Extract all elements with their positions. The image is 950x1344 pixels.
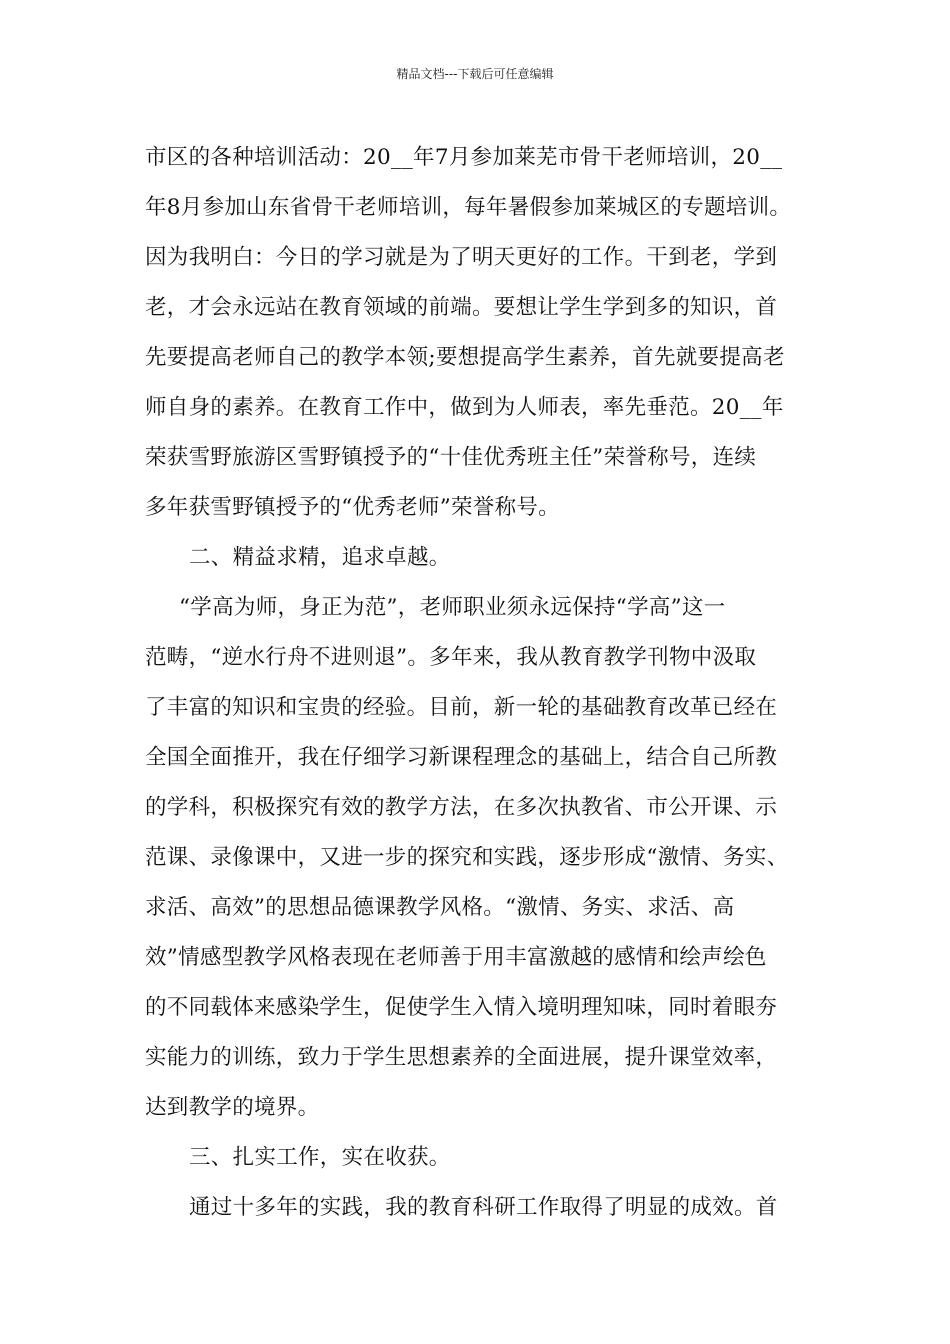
text-line: 师自身的素养。在教育工作中，做到为人师表，率先垂范。20__年 [145, 395, 784, 420]
text-line: 求活、高效”的思想品德课教学风格。“激情、务实、求活、高 [145, 895, 735, 920]
paragraph-training [145, 133, 825, 533]
text-line: 全国全面推开，我在仔细学习新课程理念的基础上，结合自己所教 [145, 745, 778, 770]
text-line: 达到教学的境界。 [145, 1095, 320, 1120]
text-line: 老，才会永远站在教育领域的前端。要想让学生学到多的知识，首 [145, 295, 778, 320]
section-heading-three [145, 1133, 825, 1183]
section-heading-two [145, 533, 825, 583]
document-body [145, 133, 825, 1233]
section-heading: 三、扎实工作，实在收获。 [189, 1145, 451, 1170]
page-header: 精品文档---下载后可任意编辑 [396, 67, 554, 81]
text-line: 范课、录像课中，又进一步的探究和实践，逐步形成“激情、务实、 [145, 845, 789, 870]
text-line: 因为我明白：今日的学习就是为了明天更好的工作。干到老，学到 [145, 245, 778, 270]
section-heading: 二、精益求精，追求卓越。 [189, 545, 451, 570]
text-line: 了丰富的知识和宝贵的经验。目前，新一轮的基础教育改革已经在 [145, 695, 778, 720]
text-line: 多年获雪野镇授予的“优秀老师”荣誉称号。 [145, 495, 560, 520]
paragraph-teaching-style [145, 583, 825, 1133]
text-line: 先要提高老师自己的教学本领;要想提高学生素养，首先就要提高老 [145, 345, 785, 370]
text-line: 荣获雪野旅游区雪野镇授予的“十佳优秀班主任”荣誉称号，连续 [145, 445, 757, 470]
text-line: 的不同载体来感染学生，促使学生入情入境明理知味，同时着眼夯 [145, 995, 778, 1020]
text-line: 通过十多年的实践，我的教育科研工作取得了明显的成效。首 [189, 1195, 778, 1220]
text-line: 的学科，积极探究有效的教学方法，在多次执教省、市公开课、示 [145, 795, 778, 820]
text-line: 范畴，“逆水行舟不进则退”。多年来，我从教育教学刊物中汲取 [145, 645, 757, 670]
paragraph-results [145, 1183, 825, 1233]
text-line: 效”情感型教学风格表现在老师善于用丰富激越的感情和绘声绘色 [145, 945, 767, 970]
text-line: 实能力的训练，致力于学生思想素养的全面进展，提升课堂效率， [145, 1045, 778, 1070]
text-line: 年8月参加山东省骨干老师培训，每年暑假参加莱城区的专题培训。 [145, 195, 792, 220]
text-line: 市区的各种培训活动：20__年7月参加莱芜市骨干老师培训，20__ [145, 145, 783, 170]
text-line: “学高为师，身正为范”，老师职业须永远保持“学高”这一 [179, 595, 726, 620]
